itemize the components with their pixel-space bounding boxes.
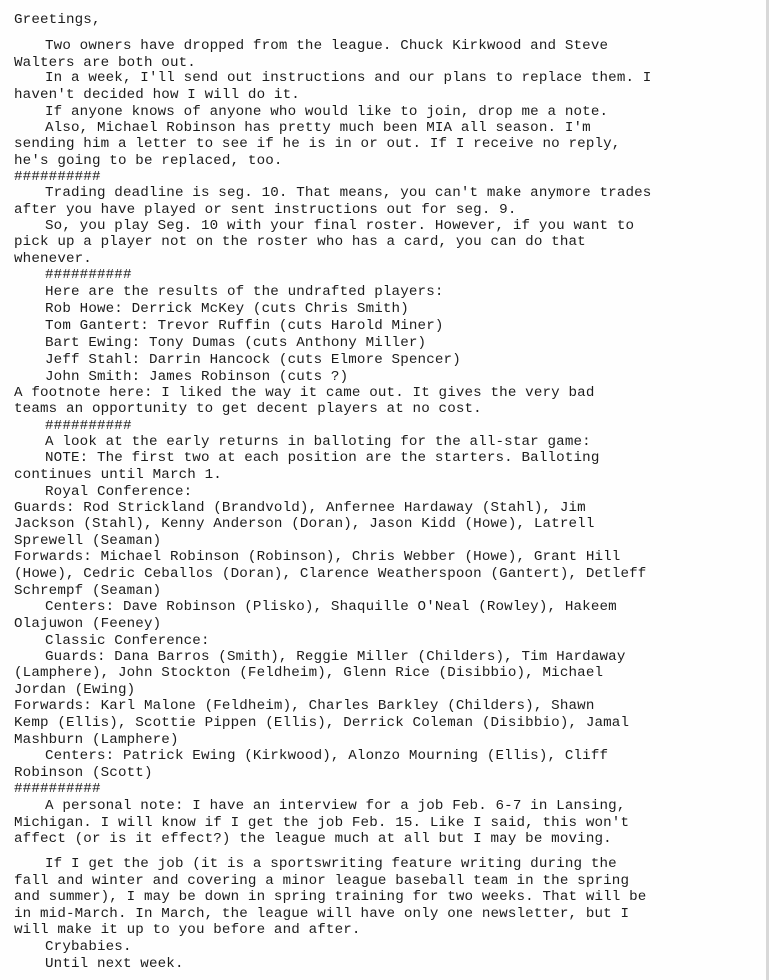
list-item: Jeff Stahl: Darrin Hancock (cuts Elmore Spencer)	[45, 352, 461, 368]
text-line: A footnote here: I liked the way it came out. It gives the very bad	[14, 385, 595, 401]
text-line: If I get the job (it is a sportswriting feature writing during the	[45, 856, 617, 872]
section-divider: ##########	[45, 418, 132, 434]
text-line: haven't decided how I will do it.	[14, 87, 300, 103]
conference-heading: Classic Conference:	[45, 633, 210, 649]
text-line: Centers: Dave Robinson (Plisko), Shaquille O'Neal (Rowley), Hakeem	[45, 599, 617, 615]
list-item: Rob Howe: Derrick McKey (cuts Chris Smith)	[45, 301, 409, 317]
text-line: A personal note: I have an interview for a job Feb. 6-7 in Lansing,	[45, 798, 626, 814]
text-line: Trading deadline is seg. 10. That means, you can't make anymore trades	[45, 185, 652, 201]
text-line: and summer), I may be down in spring training for two weeks. That will be	[14, 889, 647, 905]
text-line: sending him a letter to see if he is in or out. If I receive no reply,	[14, 136, 621, 152]
greeting: Greetings,	[14, 12, 101, 28]
text-line: after you have played or sent instructions out for seg. 9.	[14, 202, 517, 218]
text-line: Forwards: Michael Robinson (Robinson), Chris Webber (Howe), Grant Hill	[14, 549, 621, 565]
section-divider: ##########	[14, 781, 101, 797]
text-line: Forwards: Karl Malone (Feldheim), Charles Barkley (Childers), Shawn	[14, 698, 595, 714]
text-line: NOTE: The first two at each position are the starters. Balloting	[45, 450, 600, 466]
conference-heading: Royal Conference:	[45, 484, 193, 500]
text-line: Mashburn (Lamphere)	[14, 732, 179, 748]
text-line: Robinson (Scott)	[14, 765, 153, 781]
text-line: fall and winter and covering a minor league baseball team in the spring	[14, 873, 630, 889]
text-line: Here are the results of the undrafted players:	[45, 284, 444, 300]
section-divider: ##########	[14, 169, 101, 185]
text-line: Also, Michael Robinson has pretty much been MIA all season. I'm	[45, 120, 591, 136]
text-line: Jordan (Ewing)	[14, 682, 136, 698]
text-line: So, you play Seg. 10 with your final roster. However, if you want to	[45, 218, 635, 234]
text-line: Schrempf (Seaman)	[14, 583, 162, 599]
text-line: (Lamphere), John Stockton (Feldheim), Glenn Rice (Disibbio), Michael	[14, 665, 604, 681]
text-line: Kemp (Ellis), Scottie Pippen (Ellis), Derrick Coleman (Disibbio), Jamal	[14, 715, 630, 731]
text-line: Two owners have dropped from the league. Chuck Kirkwood and Steve	[45, 38, 609, 54]
list-item: Bart Ewing: Tony Dumas (cuts Anthony Miller)	[45, 335, 427, 351]
text-line: whenever.	[14, 251, 92, 267]
text-line: A look at the early returns in balloting for the all-star game:	[45, 434, 591, 450]
text-line: continues until March 1.	[14, 467, 222, 483]
text-line: Michigan. I will know if I get the job Feb. 15. Like I said, this won't	[14, 815, 630, 831]
text-line: (Howe), Cedric Ceballos (Doran), Clarence Weatherspoon (Gantert), Detleff	[14, 566, 647, 582]
text-line: Guards: Rod Strickland (Brandvold), Anfernee Hardaway (Stahl), Jim	[14, 500, 586, 516]
sign-off: Until next week.	[45, 956, 184, 972]
list-item: John Smith: James Robinson (cuts ?)	[45, 369, 349, 385]
text-line: Crybabies.	[45, 939, 132, 955]
text-line: In a week, I'll send out instructions and our plans to replace them. I	[45, 70, 652, 86]
text-line: If anyone knows of anyone who would like to join, drop me a note.	[45, 104, 609, 120]
section-divider: ##########	[45, 267, 132, 283]
text-line: Sprewell (Seaman)	[14, 533, 162, 549]
text-line: Jackson (Stahl), Kenny Anderson (Doran), Jason Kidd (Howe), Latrell	[14, 516, 595, 532]
text-line: affect (or is it effect?) the league much at all but I may be moving.	[14, 831, 612, 847]
text-line: Centers: Patrick Ewing (Kirkwood), Alonzo Mourning (Ellis), Cliff	[45, 748, 609, 764]
list-item: Tom Gantert: Trevor Ruffin (cuts Harold Miner)	[45, 318, 444, 334]
text-line: in mid-March. In March, the league will have only one newsletter, but I	[14, 906, 630, 922]
text-line: pick up a player not on the roster who has a card, you can do that	[14, 234, 586, 250]
text-line: will make it up to you before and after.	[14, 922, 361, 938]
text-line: teams an opportunity to get decent players at no cost.	[14, 401, 482, 417]
text-line: Guards: Dana Barros (Smith), Reggie Miller (Childers), Tim Hardaway	[45, 649, 626, 665]
text-line: he's going to be replaced, too.	[14, 153, 283, 169]
text-line: Olajuwon (Feeney)	[14, 616, 162, 632]
text-line: Walters are both out.	[14, 55, 196, 71]
